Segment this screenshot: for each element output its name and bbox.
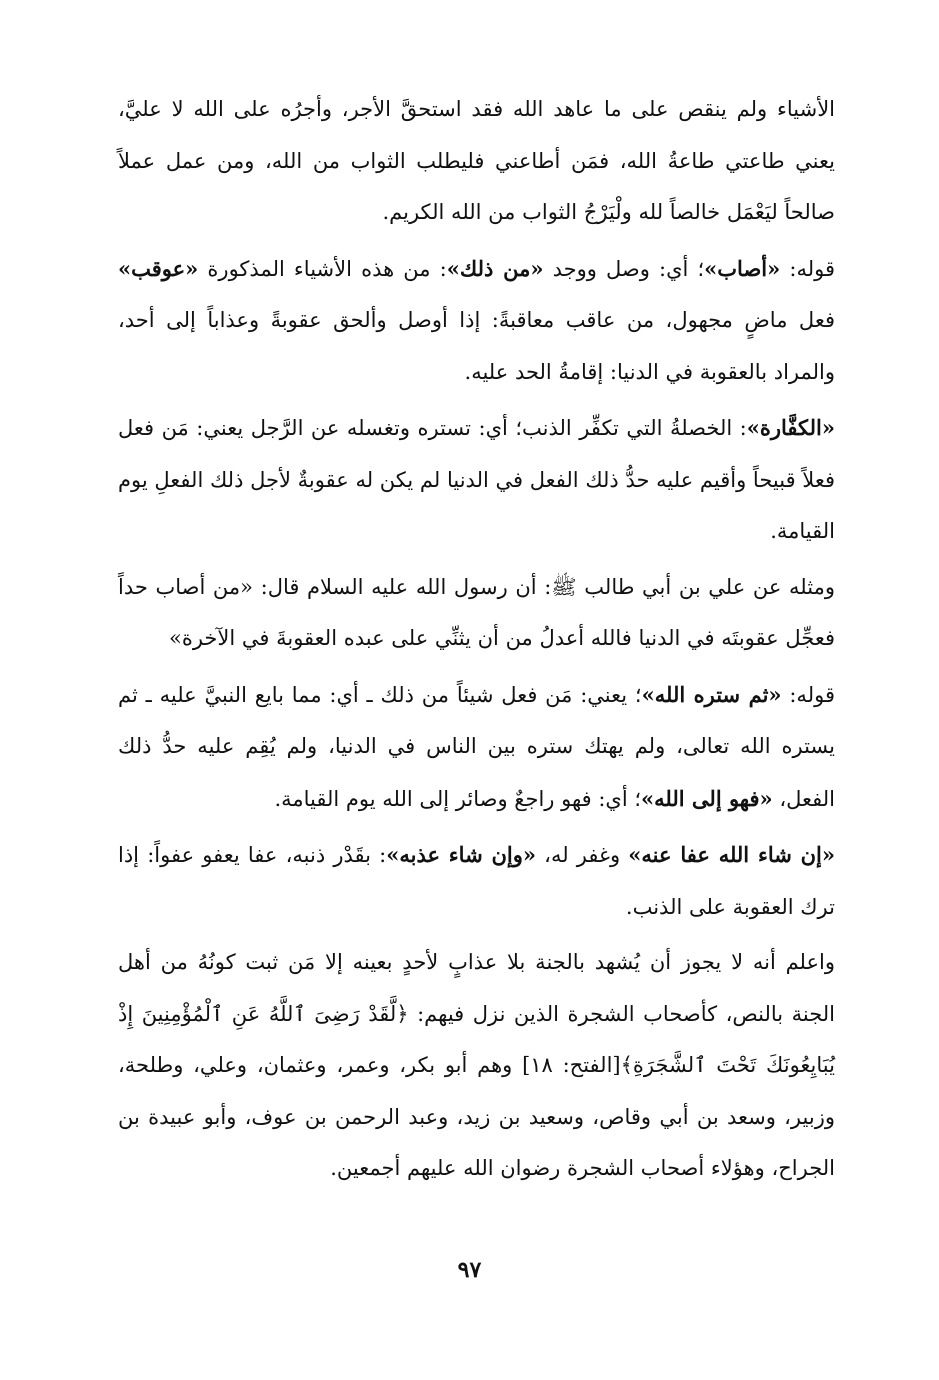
page-body xyxy=(118,84,835,1199)
text-segment: واعلم أنه لا يجوز أن يُشهد بالجنة بلا عذابٍ لأحدٍ بعينه إلا مَن ثبت كونُهُ من أهل الجنة بالنص، كأصحاب الشجرة الذين نزل فيهم: ﴿لَّقَدْ رَضِىَ ٱللَّهُ عَنِ ٱلْمُؤْمِنِينَ إِذْ يُبَايِعُونَكَ تَحْتَ ٱلشَّجَرَةِ﴾[الفتح: ١٨] وهم أبو بكر، وعمر، وعثمان، وعلي، وطلحة، وزبير، وسعد بن أبي وقاص، وسعيد بن زيد، وعبد الرحمن بن عوف، وأبو عبيدة بن الجراح، وهؤلاء أصحاب الشجرة رضوان الله عليهم أجمعين. xyxy=(118,950,835,1180)
text-segment: : بقَدْر ذنبه، عفا يعفو عفواً: إذا ترك العقوبة على الذنب. xyxy=(118,843,835,919)
text-segment: ؛ أي: فهو راجعٌ وصائر إلى الله يوم القيامة. xyxy=(274,786,642,811)
text-segment: : من هذه الأشياء المذكورة xyxy=(198,256,447,281)
page-number: ٩٧ xyxy=(457,1257,482,1283)
bold-term: «أصاب» xyxy=(704,255,781,281)
paragraph xyxy=(118,669,835,826)
paragraph xyxy=(118,562,835,665)
bold-term: «ثم ستره الله» xyxy=(641,681,782,707)
bold-term: «عوقب» xyxy=(118,255,199,281)
bold-term: «وإن شاء عذبه» xyxy=(386,842,536,867)
paragraph xyxy=(118,937,835,1195)
text-segment: وغفر له، xyxy=(536,843,629,867)
paragraph xyxy=(118,84,835,239)
bold-term: «الكفَّارة» xyxy=(746,415,835,440)
text-segment: الأشياء ولم ينقص على ما عاهد الله فقد استحقَّ الأجر، وأجرُه على الله لا عليَّ، يعني طاعتي طاعةُ الله، فمَن أطاعني فليطلب الثواب من الله، ومن عمل عملاً صالحاً ليَعْمَل خالصاً لله ولْيَرْجُ الثواب من الله الكريم. xyxy=(118,97,835,224)
text-segment: قوله: xyxy=(780,256,835,281)
paragraph xyxy=(118,829,835,933)
text-segment: ؛ أي: وصل ووجد xyxy=(543,256,705,281)
text-segment: فعل ماضٍ مجهول، من عاقب معاقبةً: إذا أوصل وألحق عقوبةً وعذاباً إلى أحد، والمراد بالعقوبة في الدنيا: إقامةُ الحد عليه. xyxy=(118,308,835,384)
text-segment: ؛ يعني: مَن فعل شيئاً من ذلك ـ أي: مما بايع النبيَّ عليه ـ ثم يستره الله تعالى، ولم يهتك ستره بين الناس في الدنيا، ولم يُقِم عليه حدُّ ذلك الفعل، xyxy=(118,682,835,811)
paragraph xyxy=(118,243,835,399)
text-segment: قوله: xyxy=(781,682,835,707)
text-segment: : الخصلةُ التي تكفِّر الذنب؛ أي: تستره وتغسله عن الرَّجل يعني: مَن فعل فعلاً قبيحاً وأقيم عليه حدُّ ذلك الفعل في الدنيا لم يكن له عقوبةٌ لأجل ذلك الفعلِ يوم القيامة. xyxy=(118,416,835,543)
text-segment: ومثله عن علي بن أبي طالب ﷺ: أن رسول الله عليه السلام قال: «من أصاب حداً فعجِّل عقوبتَه في الدنيا فالله أعدلُ من أن يثنِّي على عبده العقوبةَ في الآخرة» xyxy=(118,574,835,650)
paragraph xyxy=(118,402,835,558)
bold-term: «من ذلك» xyxy=(446,255,544,281)
bold-term: «فهو إلى الله» xyxy=(641,785,773,811)
bold-term: «إن شاء الله عفا عنه» xyxy=(628,842,835,867)
